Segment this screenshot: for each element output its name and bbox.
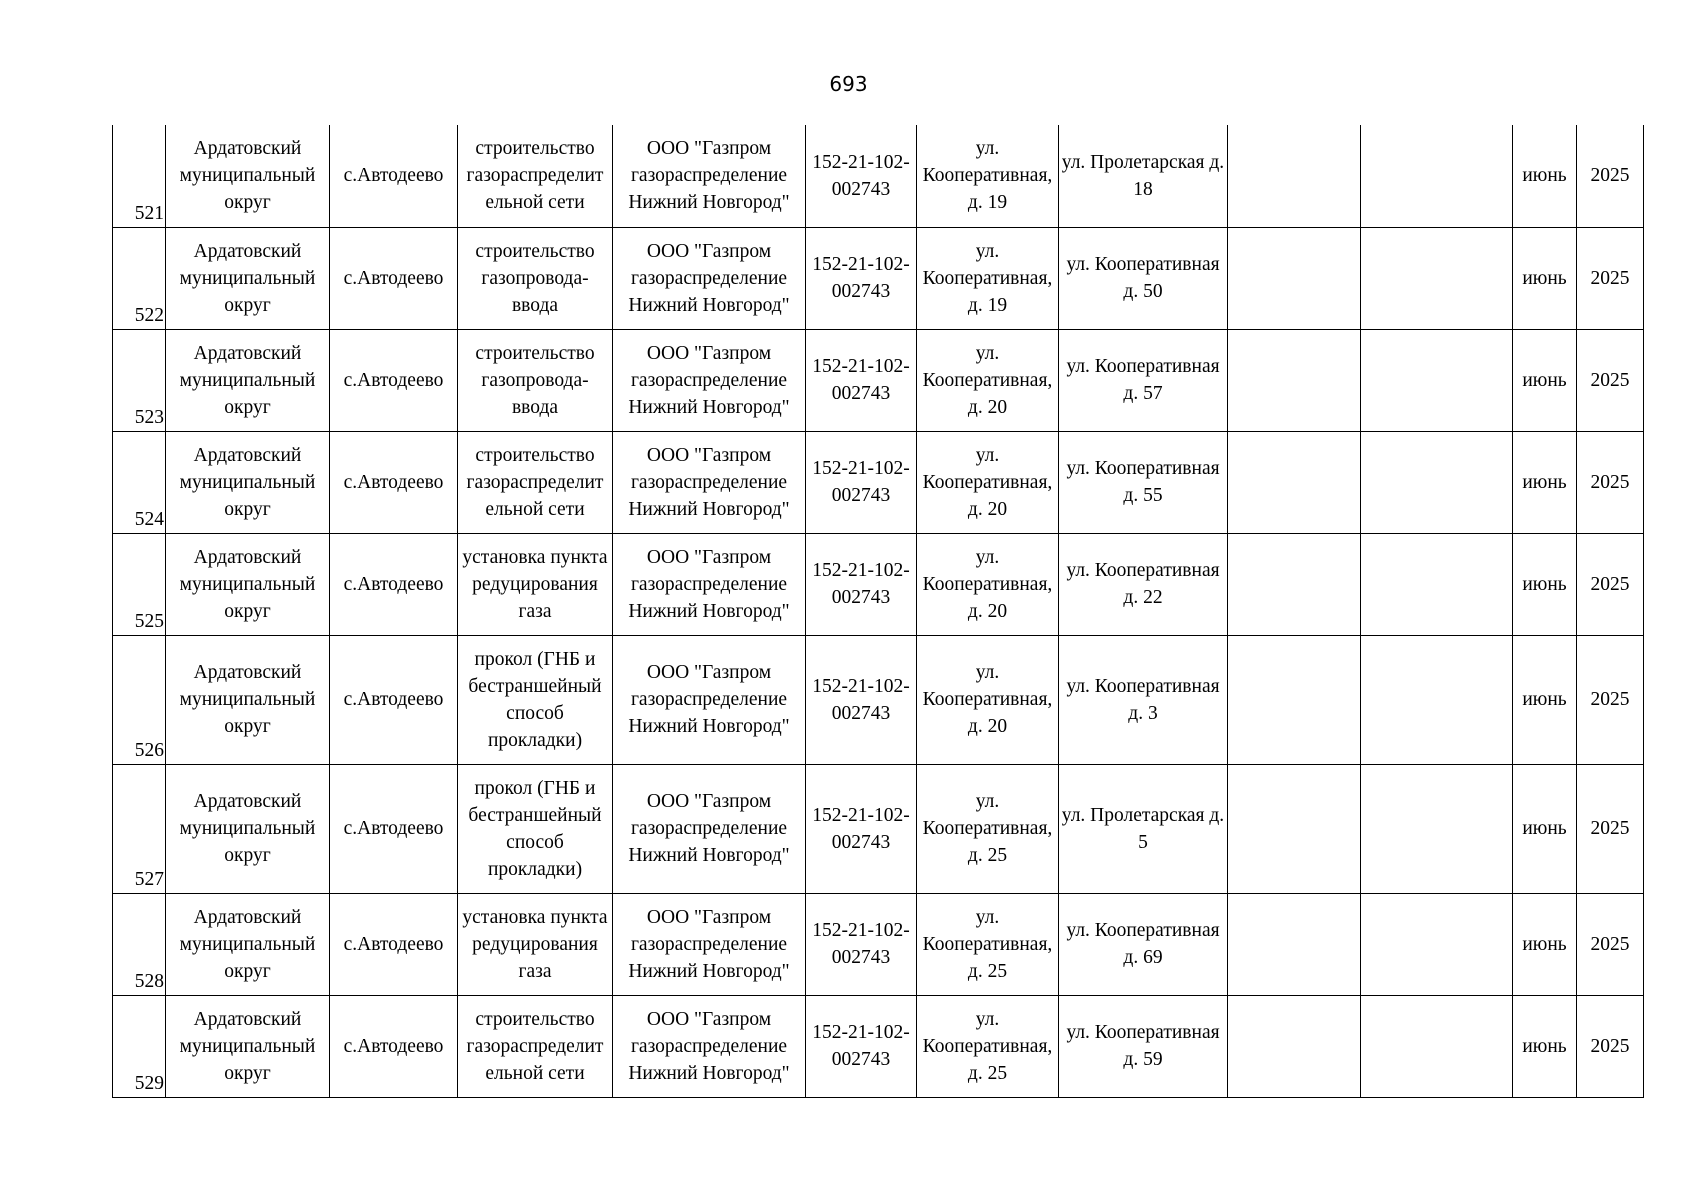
district-cell: Ардатовский муниципальный округ [166, 329, 330, 431]
organization-cell: ООО "Газпром газораспределение Нижний Новгород" [613, 125, 806, 227]
organization-cell: ООО "Газпром газораспределение Нижний Новгород" [613, 533, 806, 635]
year-cell: 2025 [1577, 125, 1644, 227]
address-from-cell: ул. Кооперативная, д. 25 [917, 893, 1059, 995]
settlement-cell: с.Автодеево [330, 533, 458, 635]
empty-cell-9 [1228, 533, 1361, 635]
month-cell: июнь [1513, 635, 1577, 764]
month-cell: июнь [1513, 329, 1577, 431]
empty-cell-10 [1361, 764, 1513, 893]
registry-code-cell: 152-21-102- 002743 [806, 431, 917, 533]
table-row [113, 533, 1644, 635]
empty-cell-10 [1361, 125, 1513, 227]
month-cell: июнь [1513, 125, 1577, 227]
table-row [113, 125, 1644, 227]
address-to-cell: ул. Кооперативная д. 69 [1059, 893, 1228, 995]
address-from-cell: ул. Кооперативная, д. 20 [917, 431, 1059, 533]
row-number: 521 [113, 125, 166, 227]
empty-cell-9 [1228, 227, 1361, 329]
table-row [113, 227, 1644, 329]
month-cell: июнь [1513, 533, 1577, 635]
address-to-cell: ул. Кооперативная д. 22 [1059, 533, 1228, 635]
address-from-cell: ул. Кооперативная, д. 19 [917, 227, 1059, 329]
table-row [113, 995, 1644, 1097]
address-to-cell: ул. Кооперативная д. 3 [1059, 635, 1228, 764]
registry-code-cell: 152-21-102- 002743 [806, 329, 917, 431]
address-to-cell: ул. Пролетарская д. 5 [1059, 764, 1228, 893]
district-cell: Ардатовский муниципальный округ [166, 431, 330, 533]
district-cell: Ардатовский муниципальный округ [166, 995, 330, 1097]
organization-cell: ООО "Газпром газораспределение Нижний Новгород" [613, 329, 806, 431]
organization-cell: ООО "Газпром газораспределение Нижний Новгород" [613, 635, 806, 764]
empty-cell-9 [1228, 764, 1361, 893]
table-row [113, 329, 1644, 431]
settlement-cell: с.Автодеево [330, 893, 458, 995]
address-from-cell: ул. Кооперативная, д. 20 [917, 533, 1059, 635]
table-row [113, 431, 1644, 533]
registry-code-cell: 152-21-102- 002743 [806, 533, 917, 635]
address-to-cell: ул. Кооперативная д. 57 [1059, 329, 1228, 431]
address-from-cell: ул. Кооперативная, д. 19 [917, 125, 1059, 227]
district-cell: Ардатовский муниципальный округ [166, 764, 330, 893]
month-cell: июнь [1513, 764, 1577, 893]
year-cell: 2025 [1577, 764, 1644, 893]
district-cell: Ардатовский муниципальный округ [166, 635, 330, 764]
month-cell: июнь [1513, 431, 1577, 533]
organization-cell: ООО "Газпром газораспределение Нижний Новгород" [613, 893, 806, 995]
address-from-cell: ул. Кооперативная, д. 20 [917, 635, 1059, 764]
register-table [112, 125, 1644, 1098]
registry-code-cell: 152-21-102- 002743 [806, 227, 917, 329]
registry-code-cell: 152-21-102- 002743 [806, 125, 917, 227]
empty-cell-9 [1228, 431, 1361, 533]
row-number: 529 [113, 995, 166, 1097]
work-type-cell: установка пункта редуцирования газа [458, 893, 613, 995]
settlement-cell: с.Автодеево [330, 995, 458, 1097]
district-cell: Ардатовский муниципальный округ [166, 533, 330, 635]
month-cell: июнь [1513, 227, 1577, 329]
table-body [113, 125, 1644, 1097]
empty-cell-9 [1228, 329, 1361, 431]
organization-cell: ООО "Газпром газораспределение Нижний Новгород" [613, 764, 806, 893]
address-to-cell: ул. Кооперативная д. 59 [1059, 995, 1228, 1097]
work-type-cell: строительство газопровода- ввода [458, 329, 613, 431]
address-from-cell: ул. Кооперативная, д. 20 [917, 329, 1059, 431]
row-number: 526 [113, 635, 166, 764]
address-to-cell: ул. Пролетарская д. 18 [1059, 125, 1228, 227]
row-number: 527 [113, 764, 166, 893]
registry-code-cell: 152-21-102- 002743 [806, 764, 917, 893]
empty-cell-10 [1361, 995, 1513, 1097]
empty-cell-9 [1228, 635, 1361, 764]
year-cell: 2025 [1577, 995, 1644, 1097]
row-number: 523 [113, 329, 166, 431]
year-cell: 2025 [1577, 635, 1644, 764]
organization-cell: ООО "Газпром газораспределение Нижний Новгород" [613, 431, 806, 533]
table-row [113, 635, 1644, 764]
district-cell: Ардатовский муниципальный округ [166, 125, 330, 227]
work-type-cell: установка пункта редуцирования газа [458, 533, 613, 635]
work-type-cell: строительство газораспределит ельной сети [458, 995, 613, 1097]
work-type-cell: прокол (ГНБ и бестраншейный способ прокладки) [458, 635, 613, 764]
work-type-cell: строительство газораспределит ельной сети [458, 431, 613, 533]
year-cell: 2025 [1577, 431, 1644, 533]
address-to-cell: ул. Кооперативная д. 55 [1059, 431, 1228, 533]
work-type-cell: строительство газораспределит ельной сети [458, 125, 613, 227]
table-row [113, 893, 1644, 995]
settlement-cell: с.Автодеево [330, 125, 458, 227]
month-cell: июнь [1513, 995, 1577, 1097]
row-number: 524 [113, 431, 166, 533]
empty-cell-9 [1228, 893, 1361, 995]
month-cell: июнь [1513, 893, 1577, 995]
year-cell: 2025 [1577, 227, 1644, 329]
work-type-cell: строительство газопровода- ввода [458, 227, 613, 329]
row-number: 528 [113, 893, 166, 995]
empty-cell-10 [1361, 431, 1513, 533]
empty-cell-10 [1361, 635, 1513, 764]
row-number: 522 [113, 227, 166, 329]
page-number: 693 [829, 72, 868, 96]
district-cell: Ардатовский муниципальный округ [166, 227, 330, 329]
settlement-cell: с.Автодеево [330, 764, 458, 893]
work-type-cell: прокол (ГНБ и бестраншейный способ прокладки) [458, 764, 613, 893]
year-cell: 2025 [1577, 329, 1644, 431]
empty-cell-10 [1361, 533, 1513, 635]
address-to-cell: ул. Кооперативная д. 50 [1059, 227, 1228, 329]
table-row [113, 764, 1644, 893]
settlement-cell: с.Автодеево [330, 227, 458, 329]
row-number: 525 [113, 533, 166, 635]
empty-cell-10 [1361, 329, 1513, 431]
address-from-cell: ул. Кооперативная, д. 25 [917, 764, 1059, 893]
settlement-cell: с.Автодеево [330, 431, 458, 533]
settlement-cell: с.Автодеево [330, 329, 458, 431]
year-cell: 2025 [1577, 533, 1644, 635]
year-cell: 2025 [1577, 893, 1644, 995]
empty-cell-9 [1228, 125, 1361, 227]
district-cell: Ардатовский муниципальный округ [166, 893, 330, 995]
address-from-cell: ул. Кооперативная, д. 25 [917, 995, 1059, 1097]
empty-cell-10 [1361, 227, 1513, 329]
empty-cell-9 [1228, 995, 1361, 1097]
registry-code-cell: 152-21-102- 002743 [806, 893, 917, 995]
registry-code-cell: 152-21-102- 002743 [806, 995, 917, 1097]
organization-cell: ООО "Газпром газораспределение Нижний Новгород" [613, 995, 806, 1097]
organization-cell: ООО "Газпром газораспределение Нижний Новгород" [613, 227, 806, 329]
settlement-cell: с.Автодеево [330, 635, 458, 764]
empty-cell-10 [1361, 893, 1513, 995]
registry-code-cell: 152-21-102- 002743 [806, 635, 917, 764]
